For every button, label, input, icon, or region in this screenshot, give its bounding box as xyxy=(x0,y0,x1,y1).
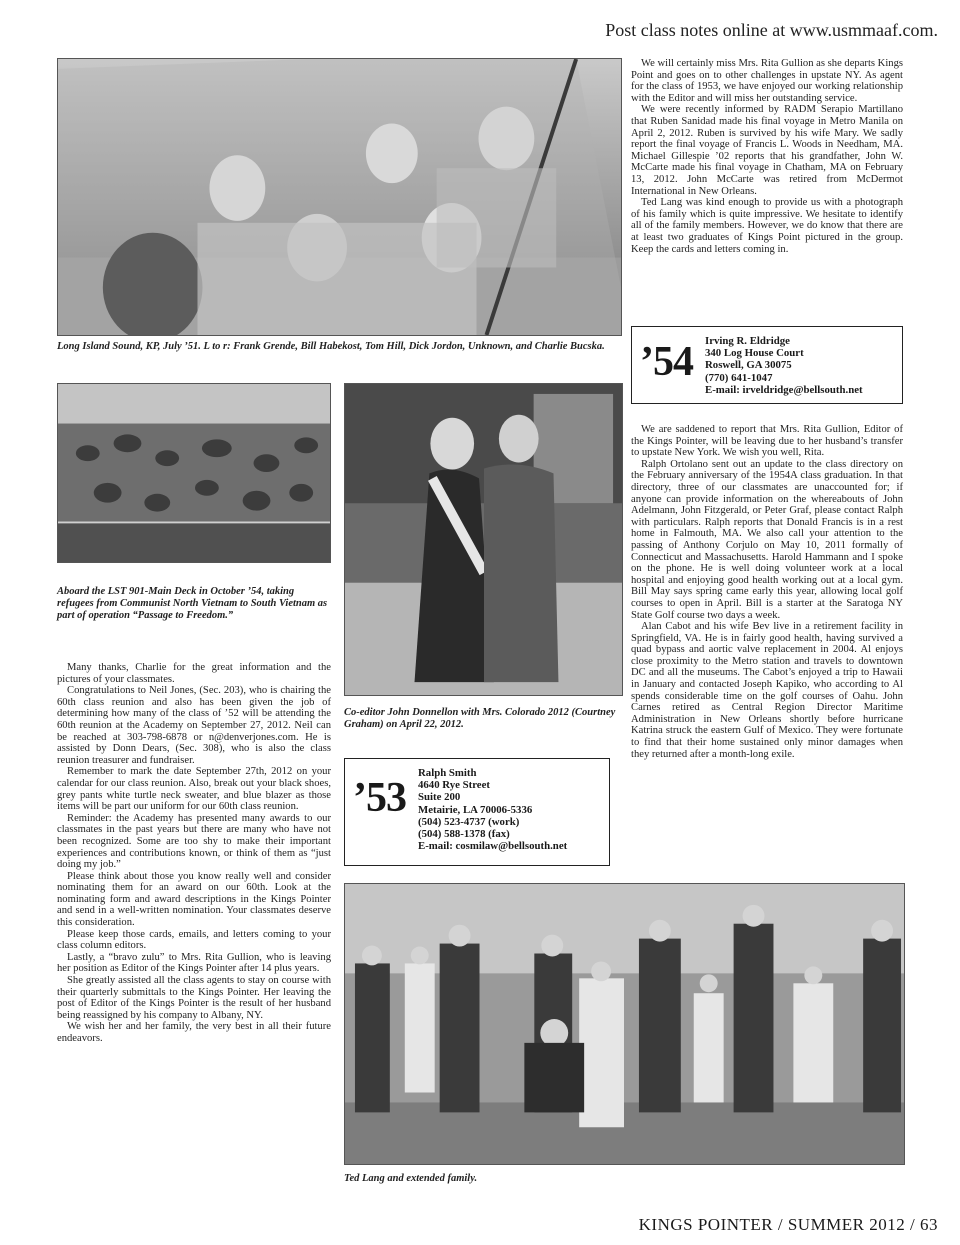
agent-address-54 xyxy=(705,335,863,396)
photo-mrs-colorado xyxy=(344,383,623,696)
agent-city: Metairie, LA 70006-5336 xyxy=(418,803,533,816)
paragraph: Alan Cabot and his wife Bev live in a retirement facility in Springfield, VA. He is in fairly good health, having survived a quad bypass and aortic valve replacement in 2004. Al enjoys close proximity to the Metro station and travels to downtown DC and all the museums. The Cabot’s enjoyed a trip to Hawaii in January and contacted Joseph Kapiko, who according to Al spends considerable time on the golf courses of Oahu. John Carnes retired as Central Region Director Maritime Administration in New Orleans shortly before hurricane Katrina struck the eastern Gulf of Mexico. They were fortunate to find that their home sustained only minor damages when they returned after a month-long exile. xyxy=(631,621,903,760)
paragraph: Lastly, a “bravo zulu” to Mrs. Rita Gullion, who is leaving her position as Editor of the Kings Pointer after 14 plus years. xyxy=(57,951,331,975)
photo-ted-lang-family-image xyxy=(345,884,904,1164)
agent-street: 340 Log House Court xyxy=(705,347,804,360)
paragraph: We will certainly miss Mrs. Rita Gullion as she departs Kings Point and goes on to other challenges in upstate NY. As agent for the class of 1953, we have enjoyed our working relationship with the Editor and will miss her outstanding service. xyxy=(631,58,903,104)
caption-ted-lang-family: Ted Lang and extended family. xyxy=(344,1173,478,1184)
agent-address-53 xyxy=(418,767,567,852)
agent-fax: (504) 588-1378 (fax) xyxy=(418,828,510,841)
agent-suite: Suite 200 xyxy=(418,791,461,804)
photo-long-island-sound-image xyxy=(58,59,621,335)
photo-long-island-sound xyxy=(57,58,622,336)
paragraph: Many thanks, Charlie for the great information and the pictures of your classmates. xyxy=(57,662,331,685)
agent-city: Roswell, GA 30075 xyxy=(705,359,792,372)
agent-name: Irving R. Eldridge xyxy=(705,335,790,347)
paragraph: We are saddened to report that Mrs. Rita Gullion, Editor of the Kings Pointer, will be leaving due to her husband’s transfer to upstate New York. We wish you well, Rita. xyxy=(631,424,903,459)
caption-lst-901: Aboard the LST 901-Main Deck in October ’54, taking refugees from Communist North Vietnam to South Vietnam as part of operation “Passage to Freedom.” xyxy=(57,586,328,621)
header-note: Post class notes online at www.usmmaaf.com. xyxy=(605,20,938,40)
agent-phone-work: (504) 523-4737 (work) xyxy=(418,815,520,828)
agent-email: E-mail: irveldridge@bellsouth.net xyxy=(705,383,863,396)
agent-email: E-mail: cosmilaw@bellsouth.net xyxy=(418,840,568,853)
caption-mrs-colorado: Co-editor John Donnellon with Mrs. Colorado 2012 (Courtney Graham) on April 22, 2012. xyxy=(344,707,616,730)
paragraph: We wish her and her family, the very best in all their future endeavors. xyxy=(57,1021,331,1044)
paragraph: Ralph Ortolano sent out an update to the class directory on the February anniversary of the 1954A class graduation. In that directory, three of our classmates are unaccounted for; if anyone can provide information on the whereabouts of John Adelmann, John Fitzgerald, or Peter Graf, please contact Ralph with particulars. Ralph reports that Donald Francis is in a rest home in Falmouth, MA. We also call your attention to the passing of Anthony Corjulo on May 10, 2011 formally of Connecticut and Massachusetts. Harold Hammann and I spoke on the phone. He is well doing volunteer work at a local hospital and enjoying good health working out at a local gym. Bill May says spring came early this year, allowing local golf courses to open in April. Bill is a starter at the Saratoga NY State Golf course two days a week. xyxy=(631,458,903,621)
photo-mrs-colorado-image xyxy=(345,384,622,695)
paragraph: Ted Lang was kind enough to provide us with a photograph of his family which is quite impressive. We hesitate to identify all of the family members. However, we do know that there are at least two graduates of Kings Point pictured in the group. Keep the cards and letters coming in. xyxy=(631,197,903,255)
paragraph: Please think about those you know really well and consider nominating them for an award on our 60th. Look at the nominating form and award descriptions in the Kings Pointer and send in a well-written nomination. Your classmates deserve this consideration. xyxy=(57,870,331,929)
agent-street: 4640 Rye Street xyxy=(418,779,490,792)
paragraph: Please keep those cards, emails, and letters coming to your class column editors. xyxy=(57,928,331,952)
paragraph: We were recently informed by RADM Serapio Martillano that Ruben Sanidad made his final voyage in Metro Manila on April 2, 2012. Ruben is survived by his wife Mary. We sadly report the final voyage of Francis L. Woods in Needham, MA. Michael Gillespie ’02 reports that his grandfather, John W. McCarte made his final voyage in Chatham, MA on February 13, 2012. John McCarte was retired from McDermot International in New Orleans. xyxy=(631,104,903,197)
caption-long-island-sound: Long Island Sound, KP, July ’51. L to r: Frank Grende, Bill Habekost, Tom Hill, Dick Jordon, Unknown, and Charlie Bucska. xyxy=(57,341,605,352)
photo-ted-lang-family xyxy=(344,883,905,1165)
column-top-right xyxy=(631,58,903,255)
column-class-52 xyxy=(57,662,331,1045)
class-agent-box-54 xyxy=(631,326,903,404)
paragraph: Remember to mark the date September 27th, 2012 on your calendar for our class reunion. Also, break out your black shoes, grey pants white turtle neck sweater, and blue blazer as those items will be part our uniform for our 60th class reunion. xyxy=(57,766,331,813)
photo-lst-901-image xyxy=(58,384,330,562)
class-year-54: ’54 xyxy=(640,339,693,385)
agent-name: Ralph Smith xyxy=(418,767,477,779)
class-agent-box-53 xyxy=(344,758,610,866)
photo-lst-901 xyxy=(57,383,331,563)
paragraph: Congratulations to Neil Jones, (Sec. 203), who is chairing the 60th class reunion and also has been given the job of determining how many of the class of ’52 will be attending the 60th reunion at the Academy on September 27, 2012. Neil can be reached at 303-798-6878 or n@denverjones.com. He is assisted by Donn Dears, (Sec. 308), who is also the class reunion treasurer and fundraiser. xyxy=(57,685,331,766)
agent-phone: (770) 641-1047 xyxy=(705,371,773,384)
class-year-53: ’53 xyxy=(353,775,406,821)
paragraph: She greatly assisted all the class agents to stay on course with their quarterly submittals to the Kings Pointer. Her leaving the post of Editor of the Kings Pointer is the result of her husband being reassigned by his company to Albany, NY. xyxy=(57,975,331,1021)
column-class-54 xyxy=(631,424,903,760)
paragraph: Reminder: the Academy has presented many awards to our classmates in the past years but there are many who have not been recognized. Some are too shy to make their important experiences and contributions known, or think of them as “just doing my job.” xyxy=(57,812,331,871)
page-footer: KINGS POINTER / SUMMER 2012 / 63 xyxy=(638,1215,938,1234)
